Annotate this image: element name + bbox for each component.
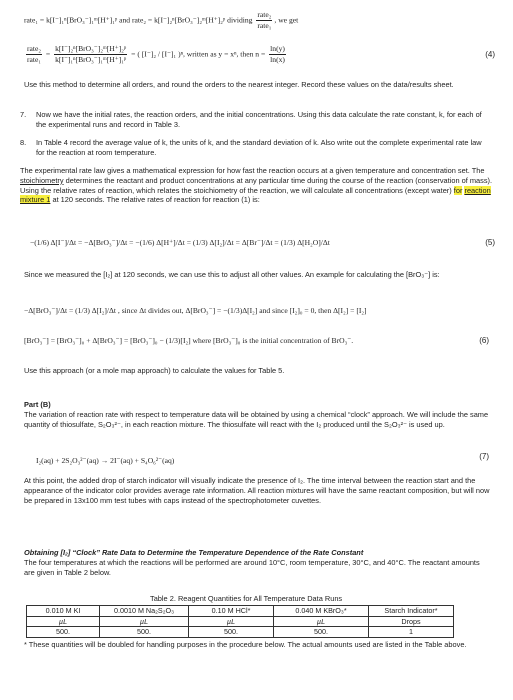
table-cell-value: 500. [100, 627, 189, 638]
table-header-hcl: 0.10 M HCl* [189, 606, 274, 617]
table-cell-value: 1 [369, 627, 454, 638]
table-cell-value: 500. [27, 627, 100, 638]
equation-5-number: (5) [485, 238, 495, 247]
highlight-for: for [453, 185, 463, 195]
table-cell-value: 500. [274, 627, 369, 638]
table-header-ki: 0.010 M KI [27, 606, 100, 617]
table-cell-unit: µL [189, 616, 274, 627]
since-paragraph: Since we measured the [I₂] at 120 seconds, we can use this to adjust all other values. An example for calculating the [BrO₃⁻] is: [24, 270, 440, 279]
starch-paragraph: At this point, the added drop of starch indicator will visually indicate the presence of I₂. The time interval between the reaction start and the appearance of the indicator color provides average rate information. All reaction mixtures will have the same reactant composition, but will now be prepared in 13x100 mm test tubes with caps instead of the spectrophotometer cuvettes. [24, 476, 490, 505]
equation-4-number: (4) [485, 50, 495, 59]
equation-7-number: (7) [479, 452, 489, 461]
table-header-kbro3: 0.040 M KBrO₃* [274, 606, 369, 617]
table-row [27, 627, 454, 638]
table-2-caption: Table 2. Reagent Quantities for All Temperature Data Runs [150, 594, 343, 603]
part-b-paragraph: The variation of reaction rate with respect to temperature data will be obtained by using a chemical “clock” approach. We will include the same quantity of thiosulfate, S₂O₃²⁻, in each reaction mixture. The thiosulfate will react with the I₂ produced until the S₂O₃²⁻ is used up. [24, 410, 489, 429]
equation-6-number: (6) [479, 336, 489, 345]
rate-expressions-tail: , we get [274, 15, 299, 25]
table-header-starch: Starch Indicator* [369, 606, 454, 617]
table-footnote: * These quantities will be doubled for handling purposes in the procedure below. The actual amounts used are listed in the Table above. [24, 640, 467, 649]
table-row [27, 606, 454, 617]
table-header-thiosulfate: 0.0010 M Na₂S₂O₃ [100, 606, 189, 617]
rate-expressions: rate₁ = k[I⁻]₁ⁿ[BrO₃⁻]₁ᵐ[H⁺]₁ᵖ and rate₂ = k[I⁻]₂ⁿ[BrO₃⁻]₂ᵐ[H⁺]₂ᵖ dividing [24, 15, 253, 25]
obtaining-title: Obtaining [I₂] “Clock” Rate Data to Determine the Temperature Dependence of the Rate Constant [24, 548, 364, 557]
table-cell-value: 500. [189, 627, 274, 638]
example-line-2: [BrO₃⁻] = [BrO₃⁻]₀ + Δ[BrO₃⁻] = [BrO₃⁻]₀ − (1/3)[I₂] where [BrO₃⁻]₀ is the initial concentration of BrO₃⁻. [24, 336, 354, 345]
table-cell-unit: µL [274, 616, 369, 627]
equation-7: I₂(aq) + 2S₂O₃²⁻(aq) → 2I⁻(aq) + S₄O₆²⁻(aq) [36, 456, 175, 465]
document-page: rate₁ = k[I⁻]₁ⁿ[BrO₃⁻]₁ᵐ[H⁺]₁ᵖ and rate₂ = k[I⁻]₂ⁿ[BrO₃⁻]₂ᵐ[H⁺]₂ᵖ dividing $\frac{\text{rate₂}}{\text{rate₁}}$ , we get $\frac{\text{rate₂}}{\text{rate₁}}$ = $\frac{\text{k[I⁻]₂ⁿ[BrO₃⁻]₂ᵐ[H⁺]₂ᵖ}}{\text{k[I⁻]₁ⁿ[BrO₃⁻]₁ᵐ[H⁺]₁ᵖ}}$ = ( [I⁻]₂ / [I⁻]₁ )ⁿ, written as y = xⁿ, then n = $\frac{\ln(y)}{\ln(x)}$ (4) Use this method to determine all orders, and round the orders to the nearest integer. Record these values on the data/results sheet. 7. Now we have the initial rates, the reaction orders, and the initial concentrations. Using this data calculate the rate constant, k, for each of the experimental runs and record in Table 3. 8. In Table 4 record the average value of k, the units of k, and the standard deviation of k. Also write out the complete experimental rate law for the reaction at room temperature. The experimental rate law gives a mathematical expression for how fast the reaction occurs at a given temperature and concentration set. The stoichiometry determines the reactant and product concentrations at any particular time during the course of the reaction (conservation of mass). Using the relative rates of reaction, which relates the stoichiometry of the reaction, we will calculate all concentrations (except water) for reaction mixture 1 at 120 seconds. The relative rates of reaction for reaction (1) is: −(1/6) Δ[I⁻]/Δt = −Δ[BrO₃⁻]/Δt = −(1/6) Δ[H⁺]/Δt = (1/3) Δ[I₂]/Δt = Δ[Br⁻]/Δt = (1/3) Δ[H₂O]/Δt (5) Since we measured the [I₂] at 120 seconds, we can use this to adjust all other values. An example for calculating the [BrO₃⁻] is: −Δ[BrO₃⁻]/Δt = (1/3) Δ[I₂]/Δt , since Δt divides out, Δ[BrO₃⁻] = −(1/3)Δ[I₂] and since [I₂]₀ = 0, then Δ[I₂] = [I₂] [BrO₃⁻] = [BrO₃⁻]₀ + Δ[BrO₃⁻] = [BrO₃⁻]₀ − (1/3)[I₂] where [BrO₃⁻]₀ is the initial concentration of BrO₃⁻. (6) Use this approach (or a mole map approach) to calculate the values for Table 5. Part (B) The variation of reaction rate with respect to temperature data will be obtained by using a chemical “clock” approach. We will include the same quantity of thiosulfate, S₂O₃²⁻, in each reaction mixture. The thiosulfate will react with the I₂ produced until the S₂O₃²⁻ is used up. I₂(aq) + 2S₂O₃²⁻(aq) → 2I⁻(aq) + S₄O₆²⁻(aq) (7) At this point, the added drop of starch indicator will visually indicate the presence of I₂. The time interval between the reaction start and the appearance of the indicator color provides average rate information. All reaction mixtures will have the same reactant composition, but will now be prepared in 13x100 mm test tubes with caps instead of the spectrophotometer cuvettes. Obtaining [I₂] “Clock” Rate Data to Determine the Temperature Dependence of the Rate Constant The four temperatures at which the reactions will be performed are around 10°C, room temperature, 30°C, and 40°C. The reactant amounts are given in Table 2 below. Table 2. Reagent Quantities for All Temperature Data Runs 0.010 M KI 0.0010 M Na₂S₂O₃ 0.10 M HCl* 0.040 M KBrO₃* Starch Indicator* µL µL µL µL Drops 500. 500. 500. 500. 1 * These quantities will be doubled for handling purposes in the procedure below. The actual amounts used are listed in the Table above. [0, 0, 513, 700]
table-cell-unit: µL [100, 616, 189, 627]
stoichiometry-link: stoichiometry [20, 175, 64, 185]
rate-law-paragraph: The experimental rate law gives a mathematical expression for how fast the reaction occurs at a given temperature and concentration set. The stoichiometry determines the reactant and product concentrations at any particular time during the course of the reaction (conservation of mass). Using the relative rates of reaction, which relates the stoichiometry of the reaction, we will calculate all concentrations (except water) for reaction mixture 1 at 120 seconds. The relative rates of reaction for reaction (1) is: [20, 166, 493, 205]
equation-5: −(1/6) Δ[I⁻]/Δt = −Δ[BrO₃⁻]/Δt = −(1/6) Δ[H⁺]/Δt = (1/3) Δ[I₂]/Δt = Δ[Br⁻]/Δt = (1/3) Δ[H₂O]/Δt [30, 238, 330, 247]
table-cell-unit: Drops [369, 616, 454, 627]
table-row [27, 616, 454, 627]
method-paragraph: Use this method to determine all orders, and round the orders to the nearest integer. Record these values on the data/results sheet. [24, 80, 454, 89]
part-b-title: Part (B) [24, 400, 51, 409]
table-cell-unit: µL [27, 616, 100, 627]
approach-paragraph: Use this approach (or a mole map approach) to calculate the values for Table 5. [24, 366, 285, 375]
example-line-1: −Δ[BrO₃⁻]/Δt = (1/3) Δ[I₂]/Δt , since Δt divides out, Δ[BrO₃⁻] = −(1/3)Δ[I₂] and since [I₂]₀ = 0, then Δ[I₂] = [I₂] [24, 306, 367, 315]
highlight-reaction-mixture-1: reaction mixture 1 [20, 185, 491, 205]
rate-ratio-fraction: $\frac{\text{rate₂}}{\text{rate₁}}$ [257, 10, 272, 31]
equation-4: $\frac{\text{rate₂}}{\text{rate₁}}$ = $\frac{\text{k[I⁻]₂ⁿ[BrO₃⁻]₂ᵐ[H⁺]₂ᵖ}}{\text{k[I⁻]₁ⁿ[BrO₃⁻]₁ᵐ[H⁺]₁ᵖ}}$ = ( [I⁻]₂ / [I⁻]₁ )ⁿ, written as y = xⁿ, then n = $\frac{\ln(y)}{\ln(x)}$ [27, 44, 285, 65]
rate-expressions-line [24, 10, 494, 31]
obtaining-paragraph: The four temperatures at which the reactions will be performed are around 10°C, room temperature, 30°C, and 40°C. The reactant amounts are given in Table 2 below. [24, 558, 480, 577]
reagent-table [26, 605, 454, 638]
